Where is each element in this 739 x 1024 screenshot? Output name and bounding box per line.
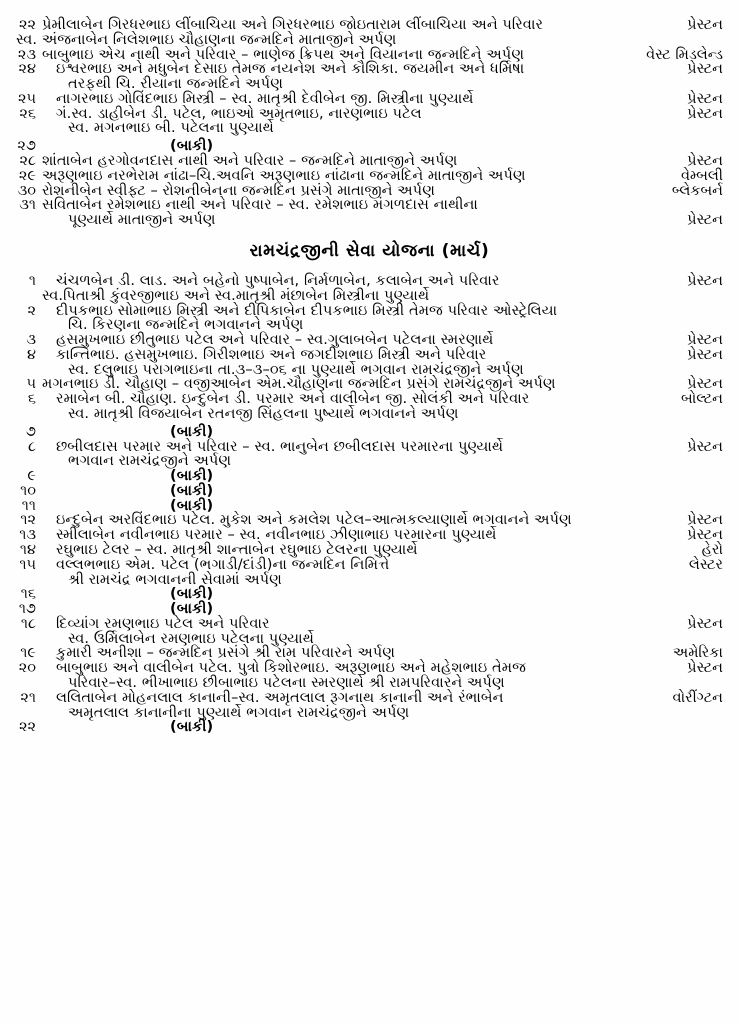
pending-label: (બાકી) bbox=[170, 497, 214, 514]
entry-row bbox=[0, 558, 739, 573]
entry-continuation-row bbox=[0, 676, 739, 691]
entry-text: ઇશ્વરભાઇ અને મધુબેન દેસાઇ તેમજ નયનેશ અને કૌશિકા. જયમીન અને ધર્મિષા bbox=[56, 61, 525, 78]
pending-label: (બાકી) bbox=[170, 482, 214, 499]
entry-row-pending bbox=[0, 484, 739, 499]
pending-label: (બાકી) bbox=[170, 468, 214, 485]
entry-continuation-row bbox=[0, 573, 739, 588]
entry-text: અરૂણભાઇ નરભેરામ નાંઢા–ચિ.અવનિ અરૂણભાઇ નાંઢાના જન્મદિને માતાજીને અર્પણ bbox=[42, 167, 526, 184]
entry-row bbox=[0, 333, 739, 348]
entry-text: વલ્લભભાઇ એમ. પટેલ (ભગાડી/દાંડી)ના જન્મદિન નિમિત્તે bbox=[56, 556, 390, 573]
entry-number: ૨૧ bbox=[20, 689, 36, 706]
entry-city: પ્રેસ્ટન bbox=[687, 61, 723, 78]
entry-number: ૩૧ bbox=[19, 197, 36, 214]
entry-number: ૧૬ bbox=[20, 586, 36, 603]
pending-label: (બાકી) bbox=[170, 601, 214, 618]
entry-number: ૨૪ bbox=[18, 61, 36, 78]
pending-label: (બાકી) bbox=[170, 719, 214, 736]
entry-text: બાબુભાઇ અને વાલીબેન પટેલ. પુત્રો કિશોરભાઇ. અરૂણભાઇ અને મહેશભાઇ તેમજ bbox=[56, 660, 526, 677]
entry-row-pending bbox=[0, 425, 739, 440]
entry-continuation-row bbox=[0, 706, 739, 721]
entry-text: સ્મીલાબેન નવીનભાઇ પરમાર – સ્વ. નવીનભાઇ ઝીણાભાઇ પરમારના પુણ્યાર્થે bbox=[56, 527, 497, 544]
entry-row-pending bbox=[0, 720, 739, 735]
entry-text: સવિતાબેન રમેશભાઇ નાથી અને પરિવાર – સ્વ. રમેશભાઇ મંગળદાસ નાથીના bbox=[42, 197, 478, 214]
entry-city: પ્રેસ્ટન bbox=[687, 272, 723, 289]
entry-row-pending bbox=[0, 469, 739, 484]
entry-number: ૧૯ bbox=[20, 645, 36, 662]
entry-text: રોશનીબેન સ્વીફ્ટ – રોશનીબેનના જન્મદિન પ્રસંગે માતાજીને અર્પણ bbox=[42, 182, 435, 199]
entry-row bbox=[0, 274, 739, 289]
section-heading: રામચંદ્રજીની સેવા યોજના (માર્ચ) bbox=[249, 240, 490, 261]
entry-number: ૨૨ bbox=[18, 719, 36, 736]
entry-row bbox=[0, 154, 739, 169]
entry-city: પ્રેસ્ટન bbox=[687, 90, 723, 107]
entry-continuation-row bbox=[0, 318, 739, 333]
entry-number: ૨૫ bbox=[17, 90, 36, 107]
entry-number: ૭ bbox=[25, 423, 36, 440]
entry-text: હસમુખભાઇ છીતુભાઇ પટેલ અને પરિવાર – સ્વ.ગુલાબબેન પટેલના સ્મરણાર્થે bbox=[56, 332, 494, 349]
entry-city: પ્રેસ્ટન bbox=[687, 332, 723, 349]
entry-row-pending bbox=[0, 139, 739, 154]
entry-text: પ્રેમીલાબેન ગિરધરભાઇ લીંબાચિયા અને ગિરધરભાઇ જોઇતારામ લીંબાચિયા અને પરિવાર bbox=[42, 17, 544, 33]
entry-row bbox=[0, 392, 739, 407]
entry-number: ૪ bbox=[27, 346, 36, 363]
pending-label: (બાકી) bbox=[170, 586, 214, 603]
entry-text: નાગરભાઇ ગોવિંદભાઇ મિસ્ત્રી – સ્વ. માતૃશ્રી દેવીબેન જી. મિસ્ત્રીના પુણ્યાર્થે bbox=[56, 90, 474, 107]
entry-row bbox=[0, 348, 739, 363]
entry-number: ૯ bbox=[27, 468, 36, 485]
entry-text: ઇન્દુબેન અરવિંદભાઇ પટેલ. મુકેશ અને કમલેશ પટેલ–આત્મકલ્યાણાર્થે ભગવાનને અર્પણ bbox=[56, 512, 572, 529]
entry-city: પ્રેસ્ટન bbox=[687, 512, 723, 529]
entry-text: ગં.સ્વ. ડાહીબેન ડી. પટેલ, ભાઇઓ અમૃતભાઇ, નારણભાઇ પટેલ bbox=[56, 105, 422, 122]
entry-text-cont: સ્વ. અંજનાબેન નિલેશભાઇ ચૌહાણના જન્મદિને માતાજીને અર્પણ bbox=[16, 31, 397, 48]
entry-text: શાંતાબેન હરગોવનદાસ નાથી અને પરિવાર – જન્મદિને માતાજીને અર્પણ bbox=[42, 153, 458, 170]
entry-city: પ્રેસ્ટન bbox=[687, 615, 723, 632]
entry-city-cont: પ્રેસ્ટન bbox=[687, 212, 723, 229]
entry-text-cont: સ્વ. માતૃશ્રી વિજયાબેન રતનજી સિંહલના પુષ્યાર્થે ભગવાનને અર્પણ bbox=[68, 405, 459, 422]
entry-number: ૧૫ bbox=[19, 556, 36, 573]
entry-number: ૨૯ bbox=[18, 167, 36, 184]
entry-city: પ્રેસ્ટન bbox=[687, 376, 723, 393]
entry-number: ૮ bbox=[28, 438, 36, 455]
entry-number: ૬ bbox=[27, 391, 36, 408]
entry-city: લેસ્ટર bbox=[688, 556, 723, 573]
entry-number: ૨ bbox=[27, 302, 36, 319]
entry-continuation-row bbox=[0, 407, 739, 422]
march-section bbox=[0, 274, 739, 735]
entry-text: લલિતાબેન મોહનલાલ કાનાની–સ્વ. અમૃતલાલ રૂગનાથ કાનાની અને રંભાબેન bbox=[56, 689, 504, 706]
entry-row bbox=[0, 513, 739, 528]
entry-text-cont: ચિ. કિરણના જન્મદિને ભગવાનને અર્પણ bbox=[68, 317, 304, 334]
entry-row-pending bbox=[0, 602, 739, 617]
entry-continuation-row bbox=[0, 454, 739, 469]
entry-text: કુમારી અનીશા – જન્મદિન પ્રસંગે શ્રી રામ પરિવારને અર્પણ bbox=[56, 645, 395, 662]
entry-number: ૧૭ bbox=[18, 601, 36, 618]
entry-number: ૩ bbox=[26, 332, 36, 349]
entry-number: ૧૮ bbox=[20, 615, 36, 632]
entry-text-cont: પરિવાર–સ્વ. ભીખાભાઇ છીબાભાઇ પટેલના સ્મરણાર્થે શ્રી રામપરિવારને અર્પણ bbox=[68, 675, 505, 692]
entry-text: કાન્તિભાઇ. હસમુખભાઇ. ગિરીશભાઇ અને જગદીશભાઇ મિસ્ત્રી અને પરિવાર bbox=[56, 346, 487, 363]
entry-number: ૧૧ bbox=[21, 497, 36, 514]
entry-text: છબીલદાસ પરમાર અને પરિવાર – સ્વ. ભાનુબેન છબીલદાસ પરમારના પુણ્યાર્થે bbox=[56, 438, 504, 455]
entry-row-pending bbox=[0, 587, 739, 602]
entry-number: ૧૦ bbox=[20, 482, 36, 499]
entry-row bbox=[0, 92, 739, 107]
pending-label: (બાકી) bbox=[170, 138, 214, 155]
entry-row bbox=[0, 169, 739, 184]
entry-row bbox=[0, 528, 739, 543]
entry-number: ૨૬ bbox=[19, 105, 36, 122]
entry-city: વેસ્ટ મિડલેન્ડ bbox=[646, 46, 723, 63]
entry-continuation-row bbox=[0, 77, 739, 92]
entry-city: પ્રેસ્ટન bbox=[687, 346, 723, 363]
entry-continuation-row bbox=[0, 213, 739, 228]
entry-city: વેમ્બલી bbox=[680, 167, 723, 184]
entry-city: અમેરિકા bbox=[672, 645, 723, 662]
entry-text: રઘુભાઇ ટેલર – સ્વ. માતૃશ્રી શાન્તાબેન રઘુભાઇ ટેલરના પુણ્યાર્થે bbox=[56, 542, 418, 558]
entry-number: ૧૪ bbox=[19, 542, 36, 558]
entry-text: દીપકભાઇ સોમાભાઇ મિસ્ત્રી અને દીપિકાબેન દીપકભાઇ મિસ્ત્રી તેમજ પરિવાર ઓસ્ટ્રેલિયા bbox=[56, 302, 558, 319]
entry-text-cont: સ્વ. ઉર્મિલાબેન રમણભાઇ પટેલના પુણ્યાર્થે bbox=[68, 630, 314, 647]
entry-text-cont: સ્વ.પિતાશ્રી કુંવરજીભાઇ અને સ્વ.માતૃશ્રી મંછાબેન મિસ્ત્રીના પુણ્યાર્થે bbox=[42, 287, 430, 304]
entry-text-cont: ભગવાન રામચંદ્રજીને અર્પણ bbox=[68, 453, 232, 470]
entry-row bbox=[0, 377, 739, 392]
entry-number: ૩૦ bbox=[17, 182, 36, 199]
entry-number: ૧ bbox=[28, 272, 36, 289]
entry-row bbox=[0, 62, 739, 77]
entry-continuation-row bbox=[0, 33, 739, 48]
entry-text-cont: તરફથી ચિ. રીયાના જન્મદિને અર્પણ bbox=[68, 76, 283, 93]
entry-text: બાબુભાઇ એચ નાથી અને પરિવાર – ભાણેજ ક્રિપથ અને વિયાનના જન્મદિને અર્પણ bbox=[42, 46, 525, 63]
pending-label: (બાકી) bbox=[170, 423, 214, 440]
top-section bbox=[0, 18, 739, 228]
entry-row bbox=[0, 198, 739, 213]
entry-city: બોલ્ટન bbox=[680, 391, 723, 408]
entry-number: ૫ bbox=[26, 376, 36, 393]
entry-number: ૧૩ bbox=[19, 527, 36, 544]
entry-row bbox=[0, 691, 739, 706]
entry-continuation-row bbox=[0, 121, 739, 136]
entry-text-cont: પૂણ્યાર્થે માતાજીને અર્પણ bbox=[68, 212, 216, 229]
entry-number: ૨૩ bbox=[17, 46, 36, 63]
entry-text: રમાબેન બી. ચૌહાણ. ઇન્દુબેન ડી. પરમાર અને વાલીબેન જી. સોલંકી અને પરિવાર bbox=[56, 391, 530, 408]
entry-row bbox=[0, 617, 739, 632]
entry-number: ૨૭ bbox=[17, 138, 36, 155]
entry-city: પ્રેસ્ટન bbox=[687, 17, 723, 33]
entry-city: વોરીંગ્ટન bbox=[672, 689, 723, 706]
entry-city: પ્રેસ્ટન bbox=[687, 438, 723, 455]
entry-row bbox=[0, 543, 739, 558]
entry-city: હેરો bbox=[701, 542, 723, 558]
entry-text-cont: સ્વ. મગનભાઇ બી. પટેલના પુણ્યાર્થે bbox=[68, 120, 274, 137]
entry-city: પ્રેસ્ટન bbox=[687, 660, 723, 677]
entry-city: પ્રેસ્ટન bbox=[687, 153, 723, 170]
entry-text-cont: શ્રી રામચંદ્ર ભગવાનની સેવામાં અર્પણ bbox=[68, 571, 282, 588]
entry-text-cont: અમૃતલાલ કાનાનીના પુણ્યાર્થે ભગવાન રામચંદ્રજીને અર્પણ bbox=[68, 704, 410, 721]
entry-text: મગનભાઇ ડી. ચૌહાણ – વજીઆબેન એમ.ચૌહાણના જન્મદિન પ્રસંગે રામચંદ્રજીને અર્પણ bbox=[42, 376, 556, 393]
entry-row bbox=[0, 661, 739, 676]
entry-number: ૨૮ bbox=[19, 153, 36, 170]
entry-city: પ્રેસ્ટન bbox=[687, 527, 723, 544]
entry-text-cont: સ્વ. દલુભાઇ પરાગભાઇના તા.૩–૩–૦૬ ના પુણ્યાર્થે ભગવાન રામચંદ્રજીને અર્પણ bbox=[68, 361, 524, 378]
entry-number: ૨૦ bbox=[18, 660, 36, 677]
entry-number: ૧૨ bbox=[20, 512, 36, 529]
entry-continuation-row bbox=[0, 289, 739, 304]
entry-city: પ્રેસ્ટન bbox=[687, 105, 723, 122]
entry-text: ચંચળબેન ડી. લાડ. અને બહેનો પુષ્પાબેન, નિર્મળાબેન, કલાબેન અને પરિવાર bbox=[56, 272, 500, 289]
entry-city: બ્લેકબર્ન bbox=[671, 182, 723, 199]
entry-text: દિવ્યાંગ રમણભાઇ પટેલ અને પરિવાર bbox=[56, 615, 270, 632]
entry-row bbox=[0, 18, 739, 33]
entry-number: ૨૨ bbox=[18, 17, 36, 33]
